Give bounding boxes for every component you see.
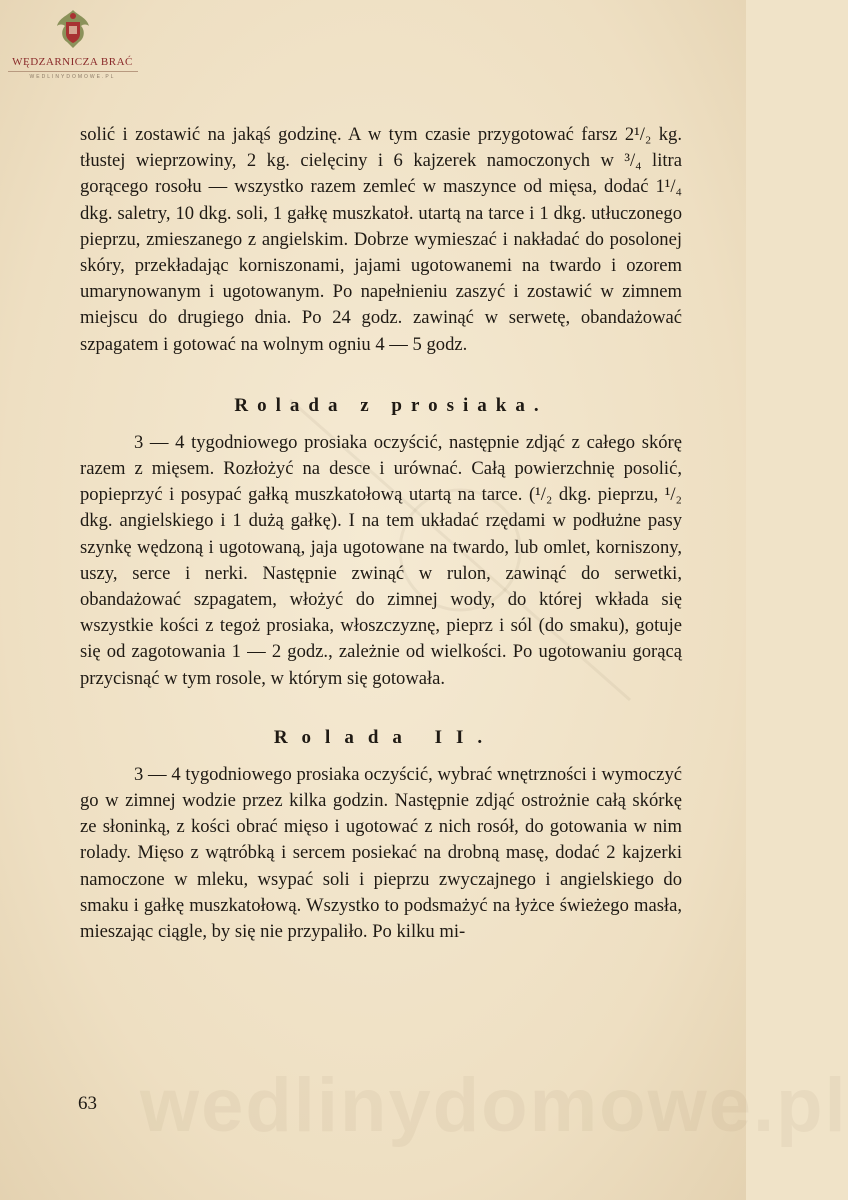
paragraph-rolada-z-prosiaka: 3 — 4 tygodniowego prosiaka oczyścić, następnie zdjąć z całego skórę razem z mięsem. Rozłożyć na desce i urównać. Całą powierzchnię posolić, popieprzyć i posypać gałką muszkatołową utartą na tarce. (¹/₂ dkg. pieprzu, ¹/₂ dkg. angielskiego i 1 dużą gałkę). I na tem układać rzędami w podłużne pasy szynkę wędzoną i ugotowaną, jaja ugotowane na twardo, lub omlet, korniszony, uszy, serce i nerki. Następnie zwinąć w rulon, zawinąć do serwetki, obandażować szpagatem, włożyć do zimnej wody, do której wkłada się wszystkie kości z tegoż prosiaka, włoszczyznę, pieprz i sól (do smaku), gotuje się od zagotowania 1 — 2 godz., zależnie od wielkości. Po ugotowaniu gorącą przycisnąć w tym rosole, w którym się gotowała.: [80, 431, 682, 689]
logo-divider: [8, 71, 138, 72]
document-body: [80, 122, 682, 945]
logo-name: WĘDZARNICZA BRAĆ: [12, 56, 133, 68]
paragraph-intro: solić i zostawić na jakąś godzinę. A w tym czasie przygotować farsz 2¹/₂ kg. tłustej wieprzowiny, 2 kg. cielęciny i 6 kajzerek namoczonych w ³/₄ litra gorącego rosołu — wszystko razem zemleć w maszynce od mięsa, dodać 1¹/₄ dkg. saletry, 10 dkg. soli, 1 gałkę muszkatoł. utartą na tarce i 1 dkg. utłuczonego pieprzu, zmieszanego z angielskim. Dobrze wymieszać i nakładać do posolonej skóry, przekładając korniszonami, jajami ugotowanemi na twardo i ozorem umarynowanym i ugotowanym. Po napełnieniu zaszyć i zostawić w zimnem miejscu do drugiego dnia. Po 24 godz. zawinąć w serwetę, obandażować szpagatem i gotować na wolnym ogniu 4 — 5 godz.: [80, 124, 682, 355]
logo-url: WEDLINYDOMOWE.PL: [29, 74, 116, 80]
paragraph-rolada-ii: 3 — 4 tygodniowego prosiaka oczyścić, wybrać wnętrzności i wymoczyć go w zimnej wodzie przez kilka godzin. Następnie zdjąć ostrożnie całą skórkę ze słoninką, z kości obrać mięso i ugotować z nich rosół, do gotowania w nim rolady. Mięso z wątróbką i sercem posiekać na drobną masę, dodać 2 kajzerki namoczone w mleku, wsypać soli i pieprzu zwyczajnego i angielskiego do smaku i gałkę muszkatołową. Wszystko to podsmażyć na łyżce świeżego masła, mieszając ciągle, by się nie przypaliło. Po kilku mi-: [80, 763, 682, 943]
section-heading-rolada-z-prosiaka: Rolada z prosiaka.: [234, 394, 548, 416]
watermark-text: wedlinydomowe.pl: [140, 1063, 848, 1148]
section-heading-rolada-ii: Rolada II.: [273, 726, 497, 748]
logo: [0, 8, 145, 80]
crest-icon: [53, 8, 93, 52]
page-number: 63: [78, 1093, 97, 1114]
